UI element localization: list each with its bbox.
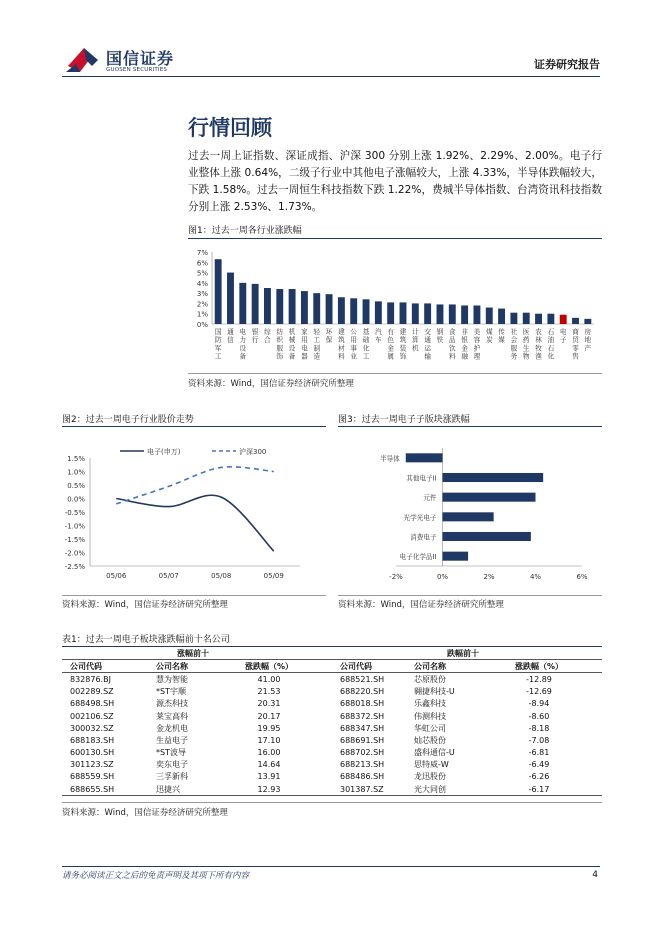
table-row [62,759,602,771]
top-movers-table [62,646,602,796]
bar [338,297,345,324]
bar [443,552,469,561]
table-cell: 龙迅股份 [414,772,446,782]
x-tick-label: 家用电器 [301,328,308,361]
y-tick-label: 半导体 [379,454,400,463]
table-cell: 688655.SH [70,784,115,794]
table-cell: -6.49 [528,760,550,770]
table-cell: 600130.SH [70,748,115,758]
x-tick-label: 轻工制造 [313,328,321,361]
table-row [62,698,602,710]
table-cell: -6.17 [528,784,550,794]
x-tick-label: 05/06 [106,572,127,580]
x-tick-label: 社会服务 [510,328,518,361]
table-cell: 301387.SZ [340,784,384,794]
series-line [116,495,274,551]
bar [363,299,370,324]
table-cell: 奕东电子 [156,760,188,770]
x-tick-label: -2% [389,573,403,581]
col-header: 涨跌幅（%） [514,661,563,671]
table-cell: 翱捷科技-U [414,687,455,697]
bar [572,318,579,324]
table-cell: 688347.SH [340,723,385,733]
x-tick-label: 计算机 [412,328,419,353]
bar [326,294,333,324]
table-cell: 14.64 [257,760,281,770]
table-cell: -8.60 [528,711,550,721]
stock-trend-line-chart [62,430,326,592]
x-tick-label: 纺织服饰 [276,328,284,361]
table-cell: *ST波导 [156,748,186,758]
y-tick-label: 其他电子II [406,474,437,483]
table-header-row [62,660,602,673]
table-cell: 光大同创 [414,784,446,794]
col-header: 涨跌幅（%） [244,661,293,671]
logo-mark-icon [62,42,104,78]
group-header-down: 跌幅前十 [324,647,602,660]
x-tick-label: 建筑材料 [338,328,345,361]
table-cell: -7.08 [528,735,550,745]
x-tick-label: 公用事业 [350,328,358,361]
table-cell: 41.00 [257,674,281,684]
table1-source: 资料来源：Wind，国信证券经济研究所整理 [62,808,228,818]
y-tick-label: 1% [196,310,208,319]
table-cell: 思特威-W [414,760,449,770]
x-tick-label: 综合 [264,328,271,345]
x-tick-label: 石油石化 [547,328,555,361]
figure3-top-rule [338,426,602,427]
col-header: 公司代码 [340,661,372,671]
footer-disclaimer: 请务必阅读正文之后的免责声明及其项下所有内容 [62,871,250,881]
x-tick-label: 4% [529,573,542,581]
table-cell: 688521.SH [340,674,385,684]
subsector-bar-chart [338,430,602,592]
table-cell: -12.89 [526,674,552,684]
table-cell: 灿芯股份 [414,735,446,745]
table-cell: -6.26 [528,772,550,782]
table-cell: 688220.SH [340,687,385,697]
y-tick-label: 6% [196,259,208,268]
figure2-source: 资料来源：Wind，国信证券经济研究所整理 [62,600,228,610]
bar [252,284,259,324]
bar [387,302,394,324]
table-cell: 乐鑫科技 [414,699,446,709]
table-cell: 源杰科技 [156,699,188,709]
x-tick-label: 电子 [559,328,567,345]
x-tick-label: 2% [483,573,495,581]
bar [313,293,320,324]
x-tick-label: 建筑装饰 [399,328,407,361]
bar [510,313,517,324]
x-tick-label: 银行 [251,328,259,345]
logo [62,42,212,80]
bar [473,305,480,324]
industry-bar-chart [188,240,602,370]
y-tick-label: 1.0% [67,468,85,477]
x-tick-label: 05/09 [263,572,284,580]
figure3-bottom-rule [338,595,602,596]
table-cell: 芯原股份 [414,674,446,684]
x-tick-label: 美容护理 [473,328,481,361]
table-cell: 301123.SZ [70,760,114,770]
y-tick-label: 0% [196,321,208,329]
y-tick-label: 0.0% [67,495,85,504]
bar [406,453,443,462]
header-rule [62,76,600,77]
y-tick-label: -1.0% [64,522,85,531]
bar [239,283,246,324]
x-tick-label: 国防军工 [214,328,222,361]
body-paragraph: 过去一周上证指数、深证成指、沪深 300 分别上涨 1.92%、2.29%、2.00%。电子行业整体上涨 0.64%，二级子行业中其他电子涨幅较大，上涨 4.33%，半导体跌幅较大，下跌 1.58%。过去一周恒生科技指数下跌 1.22%，费城半导体指数、台湾资讯科技指数分别上涨 2.53%、1.73%。 [188,150,602,213]
x-tick-label: 基础化工 [362,328,370,361]
table-cell: 17.10 [257,735,281,745]
table-cell: 688702.SH [340,748,385,758]
brand-name-cn: 国信证券 [106,49,175,68]
table-cell: 生益电子 [156,735,188,745]
y-tick-label: 元件 [423,494,437,503]
y-tick-label: -2.5% [64,563,85,571]
y-tick-label: 0.5% [67,482,85,490]
table-cell: 688213.SH [340,760,385,770]
table-cell: 20.31 [257,699,281,709]
table-cell: 688372.SH [340,711,385,721]
table-cell: 华虹公司 [414,723,446,733]
brand-name-en: GUOSEN SECURITIES [106,67,168,73]
table-cell: 16.00 [257,748,281,758]
group-header-up: 涨幅前十 [62,647,324,660]
table-cell: 21.53 [257,687,281,697]
table-cell: 迅捷兴 [156,784,180,794]
bar [350,298,357,324]
x-tick-label: 机械设备 [288,328,296,361]
bar [547,314,554,324]
x-tick-label: 汽车 [375,328,382,345]
table-cell: 832876.BJ [70,674,111,684]
figure3-source: 资料来源：Wind，国信证券经济研究所整理 [338,600,504,610]
table-cell: 19.95 [257,723,281,733]
bar [535,314,542,324]
bar [412,303,419,324]
bar [443,473,544,482]
x-tick-label: 医药生物 [522,328,530,361]
bar [227,273,234,324]
table-row [62,710,602,722]
table-cell: -8.94 [528,699,550,709]
x-tick-label: 6% [576,573,588,581]
x-tick-label: 房地产 [584,328,592,353]
section-title: 行情回顾 [188,116,272,140]
x-tick-label: 05/07 [158,572,179,580]
figure2-title: 图2：过去一周电子行业股价走势 [62,415,194,425]
y-tick-label: 1.5% [67,455,85,463]
x-tick-label: 食品饮料 [448,328,456,361]
x-tick-label: 环保 [325,328,333,345]
bar [375,301,382,324]
x-tick-label: 0% [436,573,449,581]
table1-title: 表1：过去一周电子板块涨跌幅前十名公司 [62,635,230,645]
table-cell: 12.93 [257,784,281,794]
report-type: 证券研究报告 [534,58,600,71]
y-tick-label: 消费电子 [410,533,437,542]
col-header: 公司代码 [70,661,102,671]
table-cell: 688018.SH [340,699,385,709]
legend-label: 电子(申万) [147,448,181,456]
table-row [62,686,602,698]
figure3-title: 图3：过去一周电子子版块涨跌幅 [338,415,470,425]
y-tick-label: 2% [196,300,208,309]
footer-rule [62,866,600,867]
table1-bottom-rule [62,802,602,803]
y-tick-label: 光学光电子 [403,513,437,522]
table-cell: 688498.SH [70,699,115,709]
y-tick-label: -0.5% [64,509,85,517]
table-cell: *ST宇顺 [156,687,186,697]
x-tick-label: 钢铁 [436,328,444,345]
bar [289,289,296,324]
bar [560,315,567,324]
figure1-top-rule [188,238,602,239]
x-tick-label: 交通运输 [424,328,431,361]
table-cell: -8.18 [528,723,550,733]
x-tick-label: 农林牧渔 [535,328,542,361]
x-tick-label: 商贸零售 [572,328,579,361]
bar [264,288,271,324]
bar [443,493,536,502]
table-row [62,722,602,734]
table-cell: 688183.SH [70,735,115,745]
bar [523,313,530,324]
y-tick-label: 7% [196,249,208,257]
table-row [62,747,602,759]
figure1-bottom-rule [188,373,602,374]
table-cell: 300032.SZ [70,723,114,733]
bar [215,259,222,324]
y-tick-label: 5% [196,269,208,278]
bar [400,302,407,324]
table-cell: 20.17 [257,711,281,721]
x-tick-label: 通信 [227,328,234,345]
bar [584,319,591,324]
y-tick-label: -1.5% [64,536,85,544]
figure1-title: 图1：过去一周各行业涨跌幅 [188,226,302,236]
table-cell: 莱宝高科 [156,711,188,721]
bar [301,291,308,324]
figure2-top-rule [62,426,326,427]
bar [437,304,444,324]
table-cell: 伟测科技 [414,711,446,721]
bar [443,512,494,521]
bar [461,305,468,324]
col-header: 公司名称 [414,661,446,671]
bar [424,303,431,324]
x-tick-label: 煤炭 [485,328,493,345]
figure2-bottom-rule [62,595,326,596]
col-header: 公司名称 [156,661,188,671]
table-row [62,673,602,686]
y-tick-label: 3% [196,290,208,299]
x-tick-label: 传媒 [498,328,505,345]
bar [498,309,505,324]
y-tick-label: 4% [196,279,208,288]
bar [486,308,493,324]
table-cell: 002106.SZ [70,711,114,721]
table-row [62,783,602,796]
table-cell: 慧为智能 [156,674,188,684]
table-cell: 002289.SZ [70,687,114,697]
table-cell: 688486.SH [340,772,385,782]
table-cell: -12.69 [526,687,552,697]
y-tick-label: 电子化学品II [399,553,437,562]
table-cell: 688691.SH [340,735,385,745]
x-tick-label: 05/08 [211,572,232,580]
table-cell: 13.91 [257,772,281,782]
table-row [62,771,602,783]
table-row [62,734,602,746]
table-cell: 三孚新科 [156,772,188,782]
table-cell: -6.81 [528,748,550,758]
x-tick-label: 非银金融 [461,328,468,361]
x-tick-label: 有色金属 [387,328,394,361]
bar [449,304,456,324]
table-cell: 金龙机电 [156,723,188,733]
y-tick-label: -2.0% [64,549,85,558]
page-number: 4 [592,870,598,880]
x-tick-label: 电力设备 [239,328,247,361]
figure1-source: 资料来源：Wind，国信证券经济研究所整理 [188,379,354,389]
table-cell: 盛科通信-U [414,748,455,758]
table-cell: 688559.SH [70,772,115,782]
bar [276,289,283,324]
legend-label: 沪深300 [239,448,267,456]
bar [443,532,531,541]
